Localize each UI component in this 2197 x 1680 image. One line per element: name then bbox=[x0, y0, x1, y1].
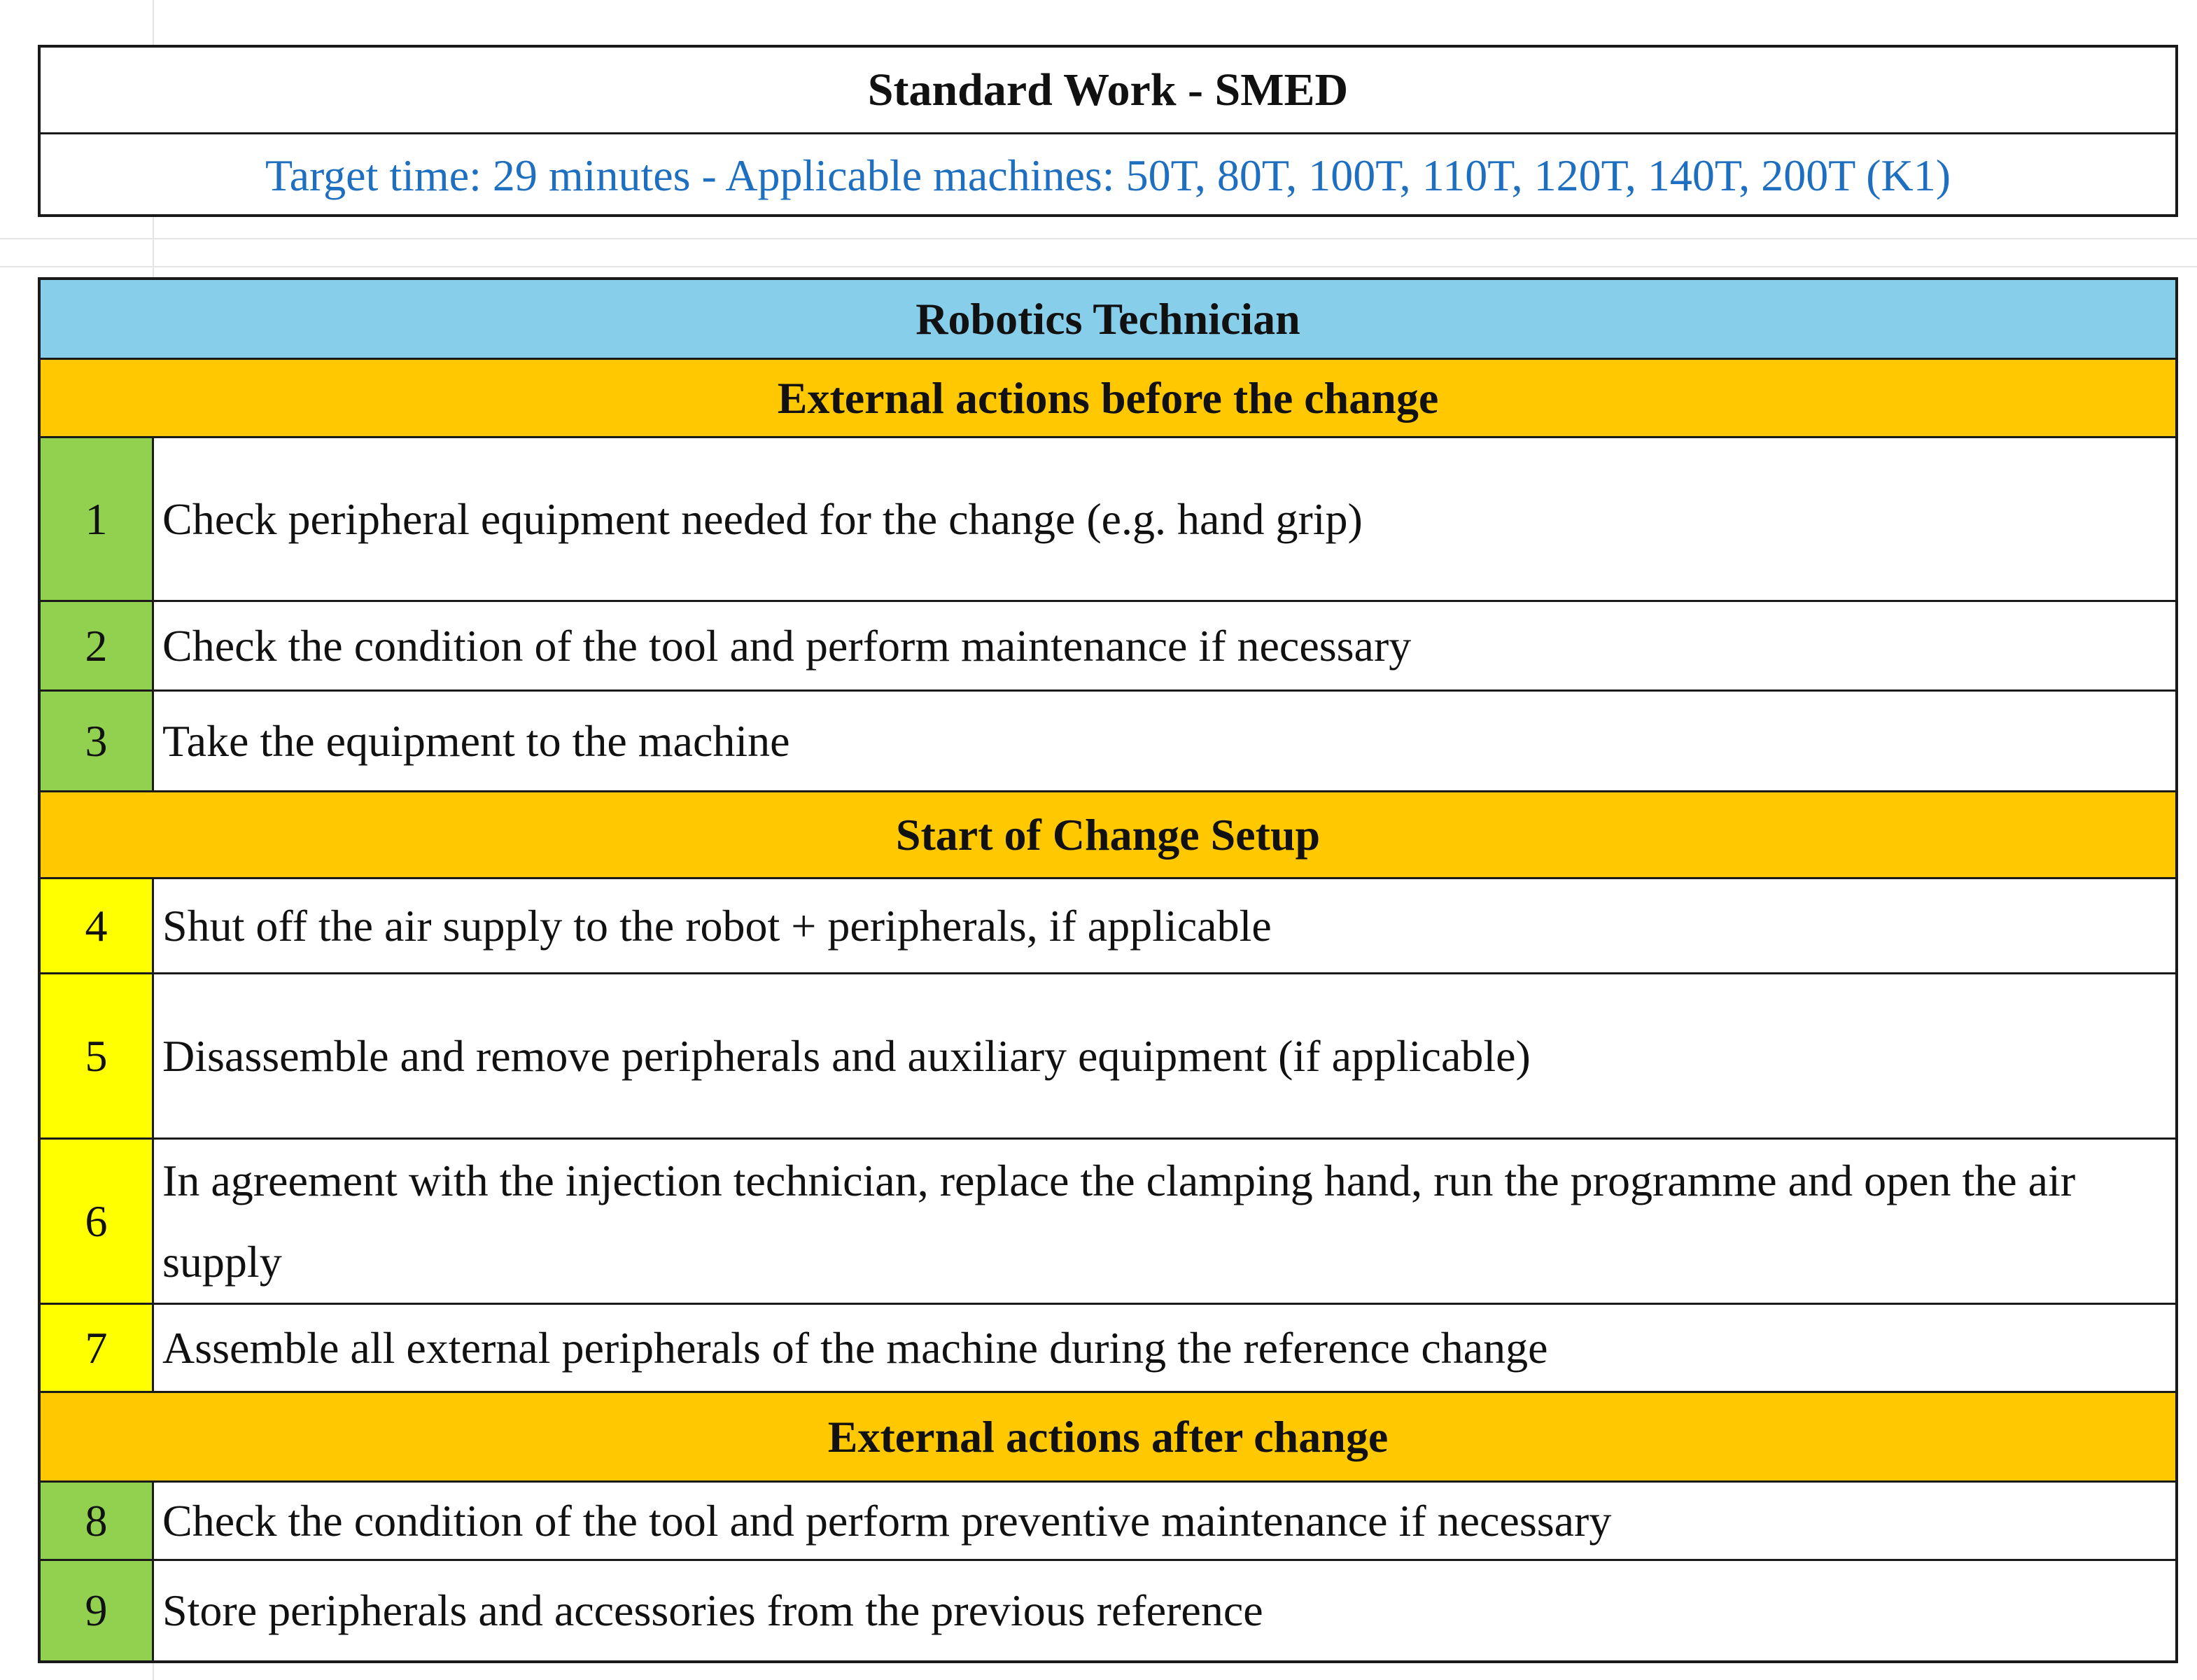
step-text: Assemble all external peripherals of the machine during the reference change bbox=[162, 1322, 1548, 1373]
step-row bbox=[41, 1561, 2175, 1660]
step-number: 1 bbox=[41, 438, 154, 600]
step-number: 4 bbox=[41, 879, 154, 972]
procedure-table bbox=[38, 277, 2178, 1663]
sheet-gridline bbox=[0, 266, 2197, 267]
step-number: 6 bbox=[41, 1140, 154, 1303]
step-number: 2 bbox=[41, 602, 154, 690]
step-text: In agreement with the injection technician, replace the clamping hand, run the programme and open the air supply bbox=[162, 1155, 2076, 1287]
step-row bbox=[41, 692, 2175, 792]
step-number: 7 bbox=[41, 1305, 154, 1391]
sheet-gridline bbox=[0, 238, 2197, 239]
step-row bbox=[41, 438, 2175, 602]
step-text: Store peripherals and accessories from the previous reference bbox=[162, 1586, 1263, 1635]
step-row bbox=[41, 974, 2175, 1140]
page-subtitle: Target time: 29 minutes - Applicable machines: 50T, 80T, 100T, 110T, 120T, 140T, 200T (K1) bbox=[265, 150, 1951, 200]
section-header: External actions after change bbox=[41, 1393, 2175, 1483]
step-row bbox=[41, 879, 2175, 974]
section-header: Start of Change Setup bbox=[41, 792, 2175, 879]
header-box bbox=[38, 45, 2178, 217]
step-text: Disassemble and remove peripherals and auxiliary equipment (if applicable) bbox=[162, 1030, 1531, 1081]
step-text: Take the equipment to the machine bbox=[162, 715, 790, 766]
step-text: Check the condition of the tool and perform preventive maintenance if necessary bbox=[162, 1495, 1612, 1546]
step-text: Shut off the air supply to the robot + peripherals, if applicable bbox=[162, 900, 1272, 951]
step-text: Check peripheral equipment needed for the change (e.g. hand grip) bbox=[162, 493, 1363, 544]
step-text: Check the condition of the tool and perform maintenance if necessary bbox=[162, 620, 1412, 671]
step-number: 3 bbox=[41, 692, 154, 790]
step-row bbox=[41, 1305, 2175, 1393]
step-row bbox=[41, 1140, 2175, 1305]
role-header: Robotics Technician bbox=[41, 280, 2175, 360]
page-title: Standard Work - SMED bbox=[41, 48, 2175, 134]
step-number: 8 bbox=[41, 1483, 154, 1559]
section-header: External actions before the change bbox=[41, 360, 2175, 438]
step-row bbox=[41, 1483, 2175, 1561]
step-row bbox=[41, 602, 2175, 692]
step-number: 5 bbox=[41, 974, 154, 1138]
step-number: 9 bbox=[41, 1561, 154, 1660]
